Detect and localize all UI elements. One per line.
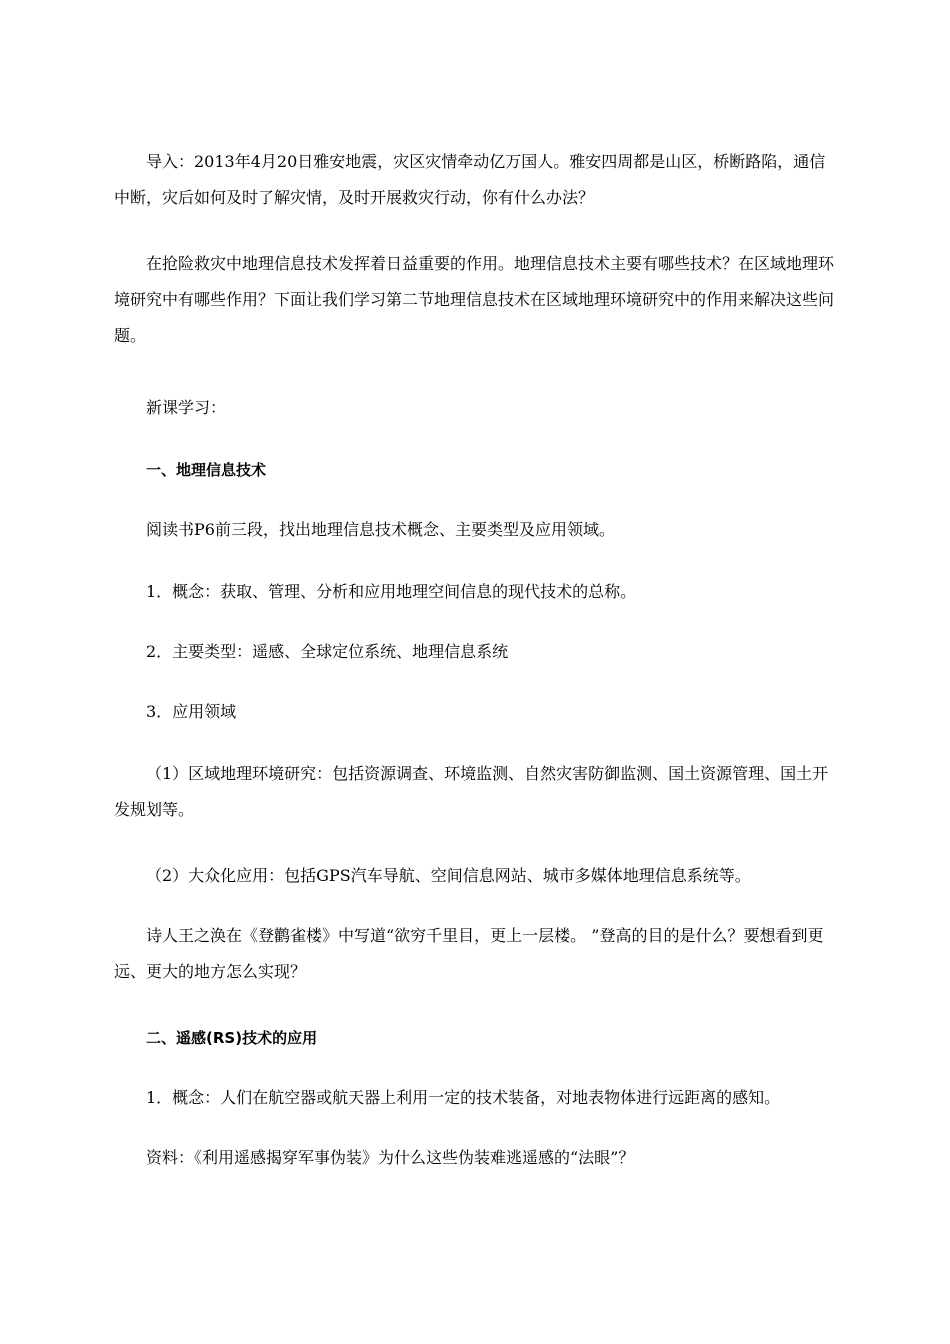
concept-item: 1．概念：获取、管理、分析和应用地理空间信息的现代技术的总称。 [146,582,637,601]
section-heading-1: 一、地理信息技术 [146,461,267,479]
poem-paragraph: 诗人王之涣在《登鹳雀楼》中写道“欲穷千里目，更上一层楼。 ”登高的目的是什么？要想看到更远、更大的地方怎么实现？ [114,926,824,981]
new-lesson-label: 新课学习： [146,398,227,417]
reading-task-paragraph: 阅读书P6前三段，找出地理信息技术概念、主要类型及应用领域。 [146,520,615,539]
transition-paragraph: 在抢险救灾中地理信息技术发挥着日益重要的作用。地理信息技术主要有哪些技术？在区域地理环境研究中有哪些作用？下面让我们学习第二节地理信息技术在区域地理环境研究中的作用来解决这些问题。 [114,254,835,345]
fields-item: 3．应用领域 [146,702,237,721]
field-item-2: （2）大众化应用：包括GPS汽车导航、空间信息网站、城市多媒体地理信息系统等。 [146,866,751,885]
intro-paragraph: 导入：2013年4月20日雅安地震，灾区灾情牵动亿万国人。雅安四周都是山区，桥断路陷，通信中断，灾后如何及时了解灾情，及时开展救灾行动，你有什么办法？ [114,152,826,207]
field-item-1: （1）区域地理环境研究：包括资源调查、环境监测、自然灾害防御监测、国土资源管理、国土开发规划等。 [114,764,829,819]
types-item: 2．主要类型：遥感、全球定位系统、地理信息系统 [146,642,509,661]
section-heading-2: 二、遥感(RS)技术的应用 [146,1029,318,1047]
material-paragraph: 资料：《利用遥感揭穿军事伪装》为什么这些伪装难逃遥感的“法眼”？ [146,1148,635,1167]
rs-concept-item: 1．概念：人们在航空器或航天器上利用一定的技术装备，对地表物体进行远距离的感知。 [146,1088,781,1107]
